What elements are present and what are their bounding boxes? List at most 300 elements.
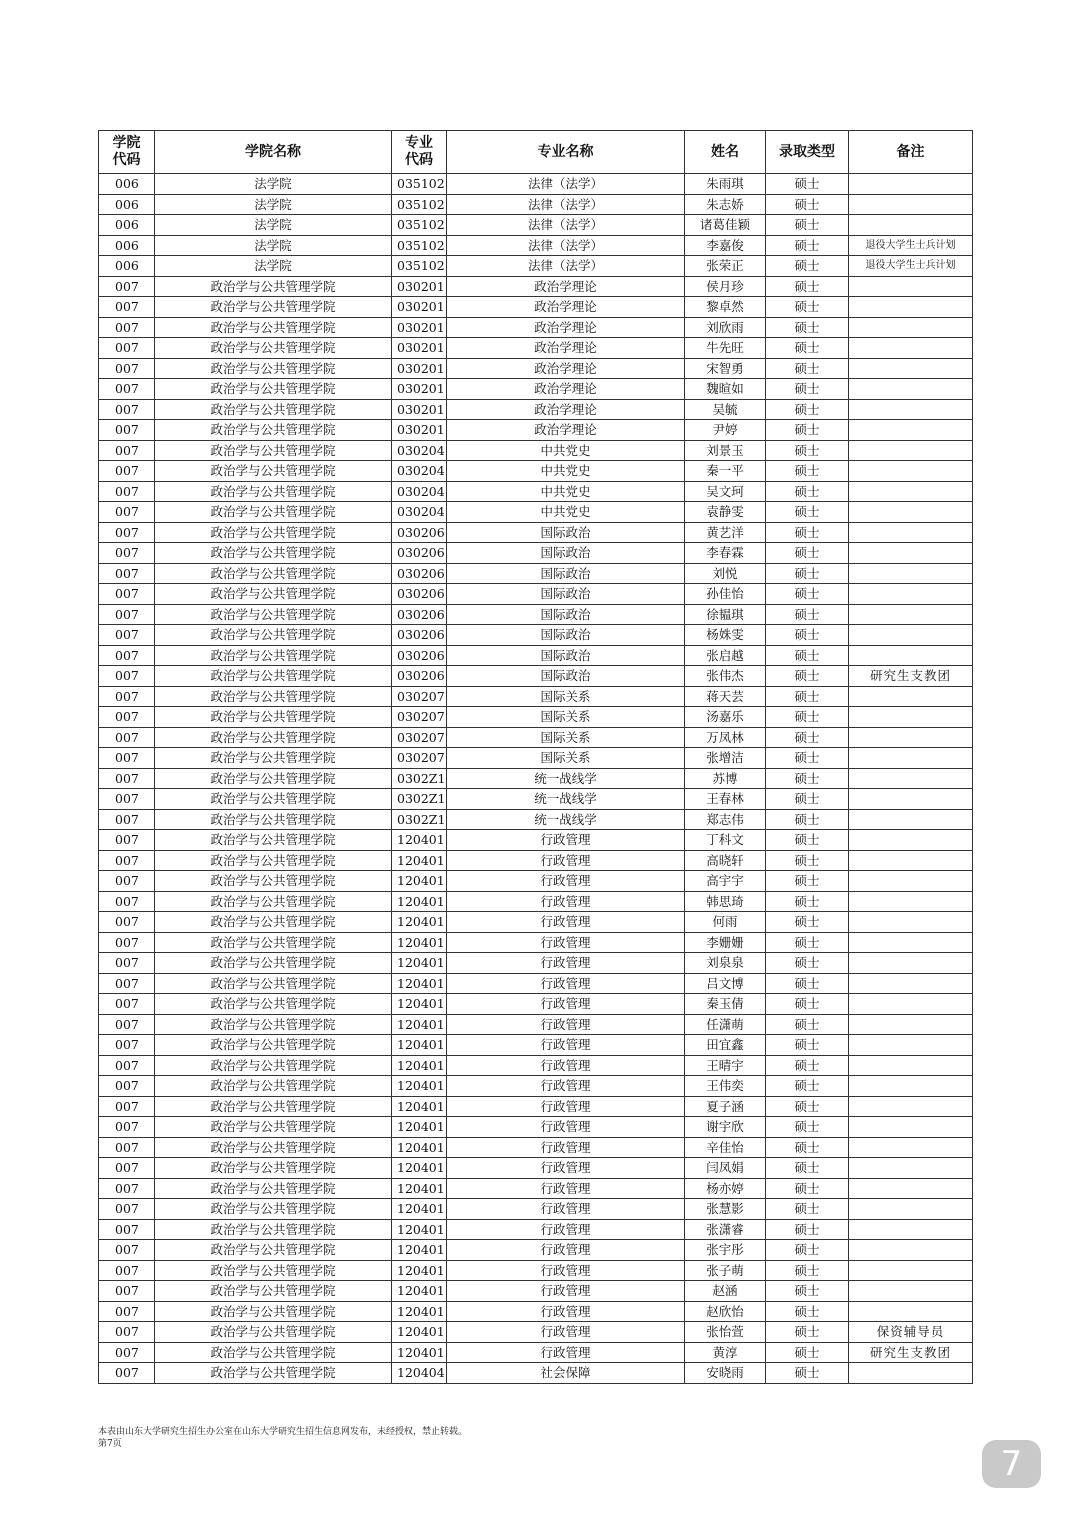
cell-note xyxy=(849,953,973,974)
table-row xyxy=(99,625,973,646)
cell-note xyxy=(849,1137,973,1158)
cell-admission-type: 硕士 xyxy=(766,420,849,441)
cell-student-name: 王伟奕 xyxy=(685,1076,766,1097)
cell-major-name: 政治学理论 xyxy=(447,276,685,297)
cell-college-code: 007 xyxy=(99,912,155,933)
cell-major-code: 035102 xyxy=(392,174,447,195)
cell-student-name: 韩思琦 xyxy=(685,891,766,912)
cell-student-name: 辛佳怡 xyxy=(685,1137,766,1158)
header-admission-type: 录取类型 xyxy=(766,131,849,174)
cell-college-name: 政治学与公共管理学院 xyxy=(155,1322,392,1343)
cell-college-name: 法学院 xyxy=(155,194,392,215)
cell-major-code: 030201 xyxy=(392,420,447,441)
cell-major-name: 行政管理 xyxy=(447,953,685,974)
cell-note xyxy=(849,1076,973,1097)
cell-admission-type: 硕士 xyxy=(766,748,849,769)
cell-note xyxy=(849,1014,973,1035)
cell-student-name: 刘泉泉 xyxy=(685,953,766,974)
cell-student-name: 张宇彤 xyxy=(685,1240,766,1261)
cell-admission-type: 硕士 xyxy=(766,645,849,666)
cell-major-code: 120401 xyxy=(392,891,447,912)
cell-student-name: 黄艺洋 xyxy=(685,522,766,543)
cell-note xyxy=(849,830,973,851)
cell-major-code: 0302Z1 xyxy=(392,809,447,830)
header-major-name: 专业名称 xyxy=(447,131,685,174)
cell-admission-type: 硕士 xyxy=(766,768,849,789)
table-row xyxy=(99,235,973,256)
cell-student-name: 秦一平 xyxy=(685,461,766,482)
cell-major-name: 国际政治 xyxy=(447,645,685,666)
cell-admission-type: 硕士 xyxy=(766,502,849,523)
cell-student-name: 赵欣怡 xyxy=(685,1301,766,1322)
cell-note xyxy=(849,891,973,912)
cell-major-name: 行政管理 xyxy=(447,1260,685,1281)
cell-college-code: 007 xyxy=(99,850,155,871)
table-row xyxy=(99,830,973,851)
page-number-badge: 7 xyxy=(982,1440,1041,1488)
cell-college-name: 法学院 xyxy=(155,215,392,236)
cell-note xyxy=(849,543,973,564)
cell-student-name: 何雨 xyxy=(685,912,766,933)
cell-student-name: 杨亦婷 xyxy=(685,1178,766,1199)
cell-student-name: 丁科文 xyxy=(685,830,766,851)
cell-major-name: 国际政治 xyxy=(447,522,685,543)
cell-college-name: 政治学与公共管理学院 xyxy=(155,748,392,769)
cell-admission-type: 硕士 xyxy=(766,1322,849,1343)
cell-admission-type: 硕士 xyxy=(766,830,849,851)
table-row xyxy=(99,481,973,502)
cell-note: 研究生支教团 xyxy=(849,666,973,687)
cell-major-name: 国际政治 xyxy=(447,604,685,625)
cell-student-name: 安晓雨 xyxy=(685,1363,766,1384)
cell-college-code: 007 xyxy=(99,1281,155,1302)
cell-note xyxy=(849,174,973,195)
table-row xyxy=(99,1117,973,1138)
cell-college-code: 007 xyxy=(99,584,155,605)
cell-college-code: 007 xyxy=(99,481,155,502)
cell-student-name: 魏暄如 xyxy=(685,379,766,400)
cell-major-name: 法律（法学） xyxy=(447,194,685,215)
cell-college-name: 政治学与公共管理学院 xyxy=(155,604,392,625)
cell-major-name: 行政管理 xyxy=(447,1096,685,1117)
cell-admission-type: 硕士 xyxy=(766,584,849,605)
table-row xyxy=(99,1014,973,1035)
cell-major-code: 030206 xyxy=(392,604,447,625)
cell-admission-type: 硕士 xyxy=(766,850,849,871)
cell-college-name: 政治学与公共管理学院 xyxy=(155,850,392,871)
table-row xyxy=(99,543,973,564)
cell-major-code: 120401 xyxy=(392,1096,447,1117)
cell-admission-type: 硕士 xyxy=(766,481,849,502)
cell-major-name: 行政管理 xyxy=(447,1240,685,1261)
cell-major-name: 行政管理 xyxy=(447,912,685,933)
cell-note xyxy=(849,973,973,994)
cell-student-name: 刘悦 xyxy=(685,563,766,584)
cell-admission-type: 硕士 xyxy=(766,1240,849,1261)
cell-note xyxy=(849,850,973,871)
cell-note xyxy=(849,481,973,502)
table-row xyxy=(99,1281,973,1302)
cell-major-code: 030201 xyxy=(392,358,447,379)
cell-note xyxy=(849,1363,973,1384)
cell-major-name: 中共党史 xyxy=(447,461,685,482)
cell-college-name: 政治学与公共管理学院 xyxy=(155,686,392,707)
cell-major-name: 国际关系 xyxy=(447,748,685,769)
table-row xyxy=(99,1301,973,1322)
cell-major-code: 120401 xyxy=(392,1076,447,1097)
cell-student-name: 王晴宇 xyxy=(685,1055,766,1076)
cell-note xyxy=(849,912,973,933)
header-name: 姓名 xyxy=(685,131,766,174)
cell-student-name: 杨姝雯 xyxy=(685,625,766,646)
cell-admission-type: 硕士 xyxy=(766,543,849,564)
cell-admission-type: 硕士 xyxy=(766,1117,849,1138)
header-college-code-label: 学院 代码 xyxy=(112,135,141,168)
cell-major-code: 035102 xyxy=(392,215,447,236)
cell-college-name: 政治学与公共管理学院 xyxy=(155,1240,392,1261)
cell-note xyxy=(849,1178,973,1199)
table-row xyxy=(99,1035,973,1056)
table-row xyxy=(99,1178,973,1199)
cell-admission-type: 硕士 xyxy=(766,1178,849,1199)
table-row xyxy=(99,1158,973,1179)
cell-college-name: 政治学与公共管理学院 xyxy=(155,584,392,605)
cell-major-name: 中共党史 xyxy=(447,502,685,523)
cell-college-name: 政治学与公共管理学院 xyxy=(155,666,392,687)
cell-major-code: 120401 xyxy=(392,953,447,974)
cell-student-name: 张荣正 xyxy=(685,256,766,277)
cell-major-code: 120401 xyxy=(392,973,447,994)
cell-major-name: 政治学理论 xyxy=(447,420,685,441)
table-row xyxy=(99,420,973,441)
cell-student-name: 夏子涵 xyxy=(685,1096,766,1117)
cell-college-code: 007 xyxy=(99,932,155,953)
cell-college-code: 006 xyxy=(99,256,155,277)
cell-college-code: 007 xyxy=(99,399,155,420)
cell-major-name: 行政管理 xyxy=(447,850,685,871)
cell-major-name: 社会保障 xyxy=(447,1363,685,1384)
cell-college-code: 007 xyxy=(99,953,155,974)
cell-college-code: 007 xyxy=(99,317,155,338)
cell-admission-type: 硕士 xyxy=(766,194,849,215)
cell-college-name: 政治学与公共管理学院 xyxy=(155,563,392,584)
cell-major-name: 行政管理 xyxy=(447,830,685,851)
cell-note xyxy=(849,502,973,523)
table-row xyxy=(99,461,973,482)
table-row xyxy=(99,317,973,338)
cell-note xyxy=(849,194,973,215)
cell-note xyxy=(849,1199,973,1220)
cell-major-name: 国际政治 xyxy=(447,584,685,605)
cell-major-code: 120401 xyxy=(392,830,447,851)
cell-college-name: 政治学与公共管理学院 xyxy=(155,1055,392,1076)
cell-admission-type: 硕士 xyxy=(766,1014,849,1035)
cell-major-code: 030207 xyxy=(392,686,447,707)
cell-admission-type: 硕士 xyxy=(766,317,849,338)
cell-college-code: 007 xyxy=(99,666,155,687)
table-row xyxy=(99,297,973,318)
cell-college-name: 政治学与公共管理学院 xyxy=(155,420,392,441)
cell-note xyxy=(849,1260,973,1281)
table-row xyxy=(99,973,973,994)
table-row xyxy=(99,1055,973,1076)
cell-college-name: 政治学与公共管理学院 xyxy=(155,1117,392,1138)
cell-admission-type: 硕士 xyxy=(766,809,849,830)
cell-college-name: 政治学与公共管理学院 xyxy=(155,891,392,912)
admission-table xyxy=(98,130,973,1384)
cell-note xyxy=(849,1219,973,1240)
cell-major-name: 法律（法学） xyxy=(447,235,685,256)
cell-major-code: 030204 xyxy=(392,481,447,502)
cell-note xyxy=(849,707,973,728)
cell-major-name: 政治学理论 xyxy=(447,338,685,359)
cell-major-code: 0302Z1 xyxy=(392,789,447,810)
admission-table-container xyxy=(98,130,972,1384)
cell-college-name: 政治学与公共管理学院 xyxy=(155,461,392,482)
cell-student-name: 张潇睿 xyxy=(685,1219,766,1240)
cell-college-code: 007 xyxy=(99,1076,155,1097)
cell-note xyxy=(849,297,973,318)
cell-college-code: 006 xyxy=(99,215,155,236)
header-major-code xyxy=(392,131,447,174)
cell-college-name: 政治学与公共管理学院 xyxy=(155,1363,392,1384)
table-body xyxy=(99,174,973,1384)
cell-note xyxy=(849,215,973,236)
cell-major-name: 行政管理 xyxy=(447,871,685,892)
cell-student-name: 朱志娇 xyxy=(685,194,766,215)
cell-student-name: 汤嘉乐 xyxy=(685,707,766,728)
cell-note xyxy=(849,563,973,584)
table-row xyxy=(99,1260,973,1281)
cell-major-code: 030201 xyxy=(392,276,447,297)
cell-major-name: 国际政治 xyxy=(447,625,685,646)
cell-admission-type: 硕士 xyxy=(766,1076,849,1097)
table-row xyxy=(99,666,973,687)
cell-student-name: 蒋天芸 xyxy=(685,686,766,707)
cell-college-name: 政治学与公共管理学院 xyxy=(155,399,392,420)
cell-major-name: 行政管理 xyxy=(447,1117,685,1138)
cell-major-name: 行政管理 xyxy=(447,1301,685,1322)
table-row xyxy=(99,912,973,933)
cell-major-code: 030201 xyxy=(392,399,447,420)
cell-admission-type: 硕士 xyxy=(766,973,849,994)
cell-note: 退役大学生士兵计划 xyxy=(849,235,973,256)
cell-major-name: 行政管理 xyxy=(447,973,685,994)
table-row xyxy=(99,215,973,236)
cell-student-name: 黄淳 xyxy=(685,1342,766,1363)
cell-admission-type: 硕士 xyxy=(766,891,849,912)
cell-college-name: 政治学与公共管理学院 xyxy=(155,932,392,953)
cell-college-name: 政治学与公共管理学院 xyxy=(155,1342,392,1363)
cell-student-name: 王春林 xyxy=(685,789,766,810)
footer-page-label: 第7页 xyxy=(98,1439,122,1449)
cell-note xyxy=(849,645,973,666)
cell-admission-type: 硕士 xyxy=(766,215,849,236)
cell-college-code: 007 xyxy=(99,1055,155,1076)
cell-note xyxy=(849,1158,973,1179)
cell-major-code: 120401 xyxy=(392,1035,447,1056)
table-row xyxy=(99,707,973,728)
table-row xyxy=(99,891,973,912)
cell-college-code: 007 xyxy=(99,830,155,851)
cell-major-name: 法律（法学） xyxy=(447,174,685,195)
cell-college-name: 政治学与公共管理学院 xyxy=(155,297,392,318)
footer-notice: 本表由山东大学研究生招生办公室在山东大学研究生招生信息网发布，未经授权，禁止转载。 xyxy=(98,1427,468,1437)
header-note: 备注 xyxy=(849,131,973,174)
cell-major-code: 030207 xyxy=(392,748,447,769)
cell-college-code: 007 xyxy=(99,686,155,707)
table-row xyxy=(99,399,973,420)
cell-admission-type: 硕士 xyxy=(766,174,849,195)
table-row xyxy=(99,871,973,892)
cell-college-code: 007 xyxy=(99,994,155,1015)
cell-college-code: 006 xyxy=(99,194,155,215)
table-row xyxy=(99,256,973,277)
cell-major-name: 行政管理 xyxy=(447,1199,685,1220)
cell-major-name: 行政管理 xyxy=(447,1055,685,1076)
cell-college-code: 007 xyxy=(99,871,155,892)
cell-major-code: 120401 xyxy=(392,1322,447,1343)
table-row xyxy=(99,1096,973,1117)
cell-major-code: 120401 xyxy=(392,1260,447,1281)
cell-college-code: 007 xyxy=(99,625,155,646)
cell-college-name: 政治学与公共管理学院 xyxy=(155,1158,392,1179)
cell-admission-type: 硕士 xyxy=(766,666,849,687)
cell-student-name: 牛先旺 xyxy=(685,338,766,359)
cell-major-name: 行政管理 xyxy=(447,1137,685,1158)
cell-college-name: 政治学与公共管理学院 xyxy=(155,1076,392,1097)
cell-major-code: 030206 xyxy=(392,563,447,584)
table-row xyxy=(99,174,973,195)
cell-college-code: 007 xyxy=(99,276,155,297)
cell-major-code: 120401 xyxy=(392,1240,447,1261)
cell-college-name: 政治学与公共管理学院 xyxy=(155,1137,392,1158)
cell-student-name: 张慧影 xyxy=(685,1199,766,1220)
table-row xyxy=(99,1137,973,1158)
cell-college-code: 007 xyxy=(99,1158,155,1179)
cell-student-name: 黎卓然 xyxy=(685,297,766,318)
cell-major-name: 法律（法学） xyxy=(447,256,685,277)
table-row xyxy=(99,1322,973,1343)
cell-student-name: 刘景玉 xyxy=(685,440,766,461)
cell-college-name: 政治学与公共管理学院 xyxy=(155,481,392,502)
cell-major-name: 行政管理 xyxy=(447,1281,685,1302)
cell-major-name: 政治学理论 xyxy=(447,399,685,420)
cell-major-name: 行政管理 xyxy=(447,932,685,953)
cell-college-name: 政治学与公共管理学院 xyxy=(155,1035,392,1056)
cell-student-name: 张增洁 xyxy=(685,748,766,769)
cell-major-code: 035102 xyxy=(392,235,447,256)
cell-major-name: 政治学理论 xyxy=(447,379,685,400)
cell-admission-type: 硕士 xyxy=(766,1219,849,1240)
cell-college-code: 007 xyxy=(99,338,155,359)
table-row xyxy=(99,748,973,769)
cell-college-code: 007 xyxy=(99,1035,155,1056)
cell-admission-type: 硕士 xyxy=(766,1342,849,1363)
cell-note xyxy=(849,276,973,297)
cell-major-code: 030204 xyxy=(392,461,447,482)
cell-student-name: 万凤林 xyxy=(685,727,766,748)
cell-major-code: 120401 xyxy=(392,932,447,953)
cell-college-code: 007 xyxy=(99,440,155,461)
cell-student-name: 张子萌 xyxy=(685,1260,766,1281)
table-row xyxy=(99,932,973,953)
table-row xyxy=(99,502,973,523)
cell-student-name: 刘欣雨 xyxy=(685,317,766,338)
table-row xyxy=(99,1342,973,1363)
cell-college-code: 007 xyxy=(99,748,155,769)
table-row xyxy=(99,379,973,400)
cell-admission-type: 硕士 xyxy=(766,276,849,297)
cell-note xyxy=(849,379,973,400)
cell-student-name: 吴毓 xyxy=(685,399,766,420)
cell-major-code: 120401 xyxy=(392,1014,447,1035)
cell-major-name: 统一战线学 xyxy=(447,789,685,810)
cell-note xyxy=(849,871,973,892)
cell-major-code: 030206 xyxy=(392,543,447,564)
cell-college-code: 007 xyxy=(99,727,155,748)
cell-major-code: 030207 xyxy=(392,727,447,748)
cell-major-code: 120401 xyxy=(392,994,447,1015)
table-row xyxy=(99,440,973,461)
cell-college-name: 政治学与公共管理学院 xyxy=(155,768,392,789)
cell-note xyxy=(849,317,973,338)
cell-college-name: 政治学与公共管理学院 xyxy=(155,338,392,359)
cell-college-code: 007 xyxy=(99,543,155,564)
table-row xyxy=(99,194,973,215)
cell-major-name: 国际政治 xyxy=(447,666,685,687)
cell-college-code: 007 xyxy=(99,358,155,379)
cell-student-name: 徐韫琪 xyxy=(685,604,766,625)
header-major-code-label: 专业 代码 xyxy=(405,135,433,168)
cell-student-name: 张启越 xyxy=(685,645,766,666)
table-row xyxy=(99,563,973,584)
cell-college-code: 007 xyxy=(99,973,155,994)
table-row xyxy=(99,953,973,974)
cell-college-name: 政治学与公共管理学院 xyxy=(155,1301,392,1322)
cell-major-name: 行政管理 xyxy=(447,1035,685,1056)
cell-major-code: 120401 xyxy=(392,1055,447,1076)
cell-admission-type: 硕士 xyxy=(766,1260,849,1281)
cell-major-code: 120401 xyxy=(392,1137,447,1158)
cell-college-code: 007 xyxy=(99,420,155,441)
table-row xyxy=(99,994,973,1015)
cell-major-name: 行政管理 xyxy=(447,1178,685,1199)
cell-major-code: 030204 xyxy=(392,502,447,523)
table-header-row xyxy=(99,131,973,174)
table-row xyxy=(99,338,973,359)
cell-major-code: 030206 xyxy=(392,625,447,646)
cell-note xyxy=(849,1117,973,1138)
cell-college-name: 政治学与公共管理学院 xyxy=(155,317,392,338)
table-row xyxy=(99,522,973,543)
cell-major-code: 120401 xyxy=(392,850,447,871)
cell-student-name: 赵涵 xyxy=(685,1281,766,1302)
cell-college-name: 政治学与公共管理学院 xyxy=(155,809,392,830)
table-row xyxy=(99,276,973,297)
cell-college-name: 政治学与公共管理学院 xyxy=(155,1219,392,1240)
cell-admission-type: 硕士 xyxy=(766,1363,849,1384)
cell-major-name: 行政管理 xyxy=(447,1219,685,1240)
table-row xyxy=(99,686,973,707)
cell-note xyxy=(849,1055,973,1076)
cell-college-name: 政治学与公共管理学院 xyxy=(155,789,392,810)
cell-college-code: 007 xyxy=(99,604,155,625)
cell-student-name: 孙佳怡 xyxy=(685,584,766,605)
cell-note xyxy=(849,522,973,543)
table-row xyxy=(99,584,973,605)
cell-note xyxy=(849,1281,973,1302)
